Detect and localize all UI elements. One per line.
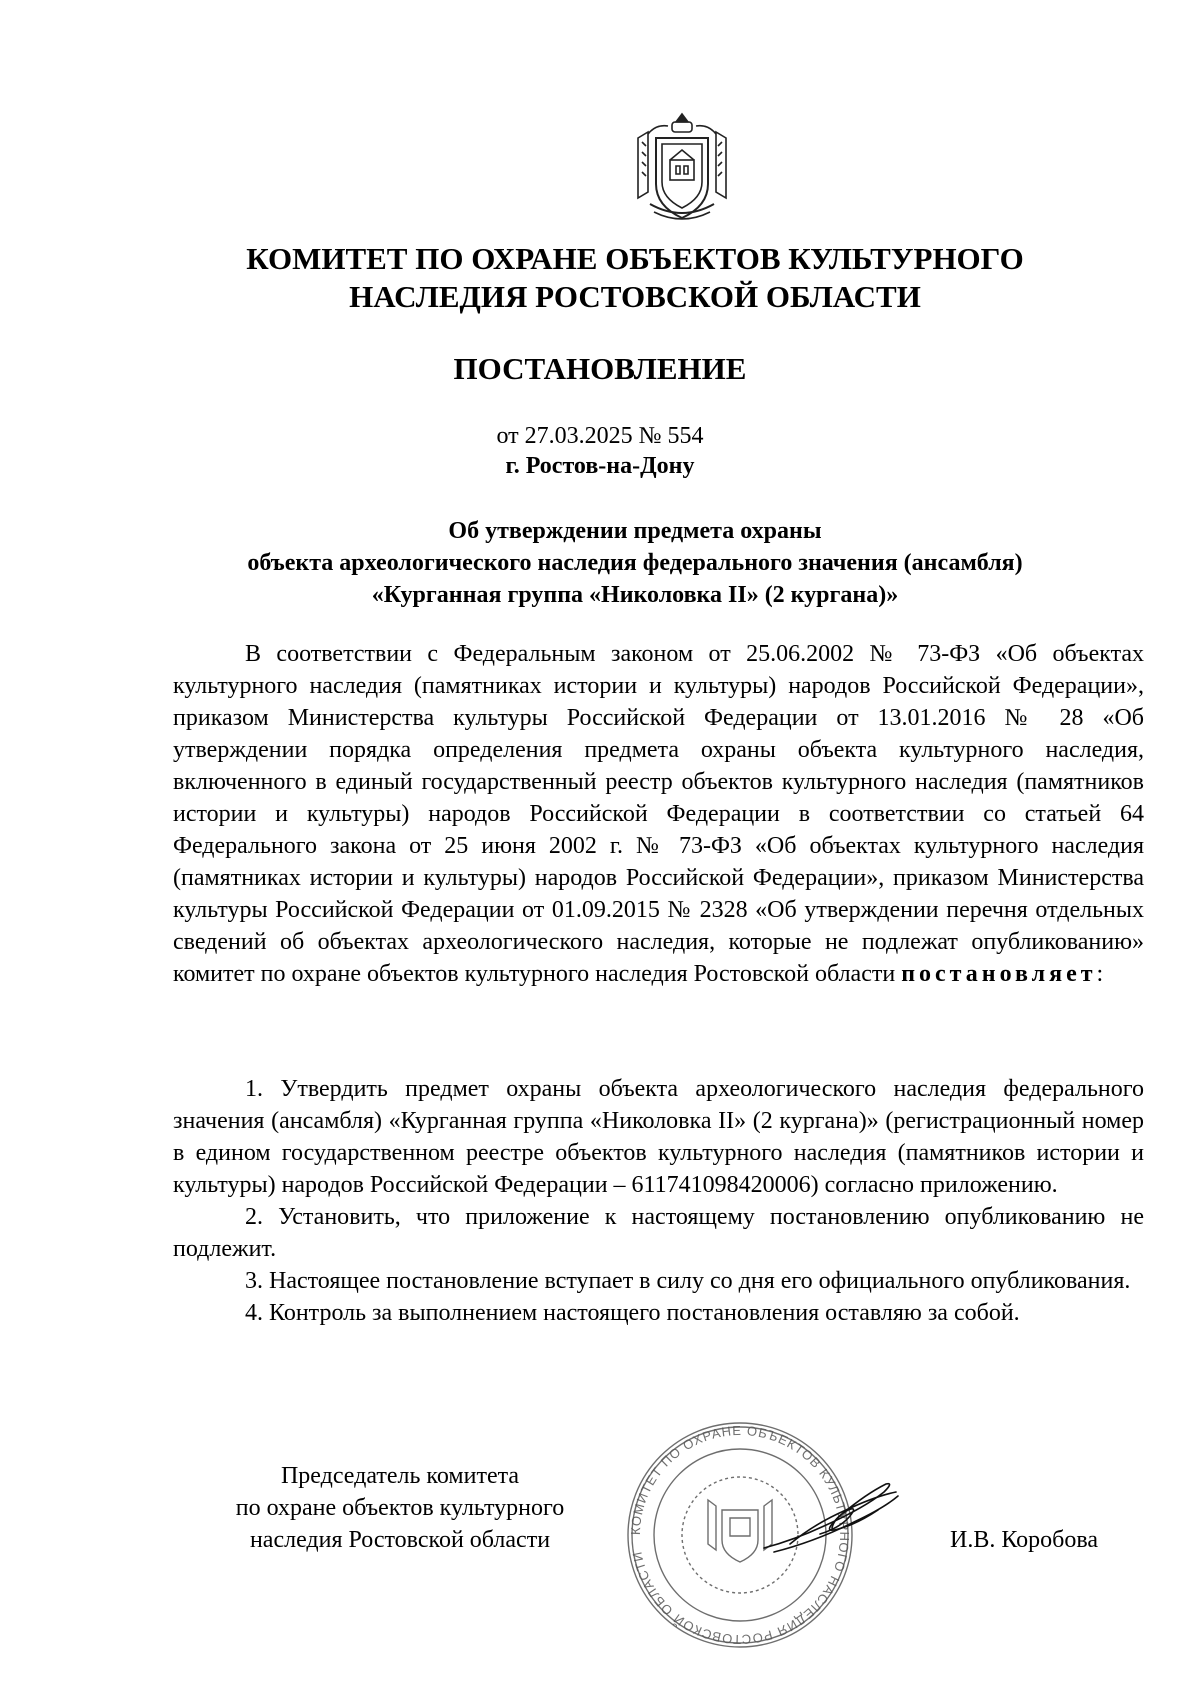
- document-date-number: от 27.03.2025 № 554: [496, 423, 704, 449]
- resolution-item-4: 4. Контроль за выполнением настоящего постановления оставляю за собой.: [245, 1300, 1020, 1326]
- preamble: [173, 638, 1144, 990]
- signatory-position: [190, 1460, 610, 1556]
- position-line-3: наследия Ростовской области: [249, 1527, 551, 1553]
- stamp-text: КОМИТЕТ ПО ОХРАНЕ ОБЪЕКТОВ КУЛЬТУРНОГО НАСЛЕДИЯ РОСТОВСКОЙ ОБЛАСТИ: [627, 1422, 853, 1648]
- signatory-name: И.В. Коробова: [950, 1527, 1099, 1553]
- document-type: ПОСТАНОВЛЕНИЕ: [453, 351, 747, 386]
- organization-title-line-1: КОМИТЕТ ПО ОХРАНЕ ОБЪЕКТОВ КУЛЬТУРНОГО: [246, 241, 1024, 276]
- resolution-item-2: 2. Установить, что приложение к настоящему постановлению опубликованию не подлежит.: [173, 1204, 1144, 1262]
- subject-line-3: «Курганная группа «Николовка II» (2 кургана)»: [371, 582, 899, 608]
- document-subject: [175, 515, 1095, 611]
- subject-line-1: Об утверждении предмета охраны: [448, 518, 822, 544]
- document-city: г. Ростов-на-Дону: [505, 453, 695, 479]
- preamble-colon: :: [1096, 961, 1104, 987]
- resolution-item-3: 3. Настоящее постановление вступает в силу со дня его официального опубликования.: [245, 1268, 1131, 1294]
- resolution-item-1: 1. Утвердить предмет охраны объекта археологического наследия федерального значения (ансамбля) «Курганная группа «Николовка II» (2 кургана)» (регистрационный номер в едином государственном реестре объектов культурного наследия (памятников истории и культуры) народов Российской Федерации – 611741098420006) согласно приложению.: [173, 1076, 1144, 1198]
- organization-title-line-2: НАСЛЕДИЯ РОСТОВСКОЙ ОБЛАСТИ: [349, 279, 921, 314]
- position-line-1: Председатель комитета: [280, 1463, 520, 1489]
- subject-line-2: объекта археологического наследия федерального значения (ансамбля): [247, 550, 1023, 576]
- resolution-items: [173, 1073, 1144, 1329]
- preamble-paragraph: [173, 638, 1144, 990]
- handwritten-signature: [760, 1470, 930, 1580]
- coat-of-arms-emblem: [620, 108, 744, 232]
- position-line-2: по охране объектов культурного: [235, 1495, 565, 1521]
- organization-title: [180, 240, 1090, 316]
- resolves-word: постановляет: [901, 961, 1097, 987]
- preamble-text: В соответствии с Федеральным законом от 25.06.2002 № 73-ФЗ «Об объектах культурного наследия (памятниках истории и культуры) народов Российской Федерации», приказом Министерства культуры Российской Федерации от 13.01.2016 № 28 «Об утверждении порядка определения предмета охраны объекта культурного наследия, включенного в единый государственный реестр объектов культурного наследия (памятников истории и культуры) народов Российской Федерации в соответствии со статьей 64 Федерального закона от 25 июня 2002 г. № 73-ФЗ «Об объектах культурного наследия (памятниках истории и культуры) народов Российской Федерации», приказом Министерства культуры Российской Федерации от 01.09.2015 № 2328 «Об утверждении перечня отдельных сведений об объектах археологического наследия, которые не подлежат опубликованию» комитет по охране объектов культурного наследия Ростовской области: [173, 641, 1144, 987]
